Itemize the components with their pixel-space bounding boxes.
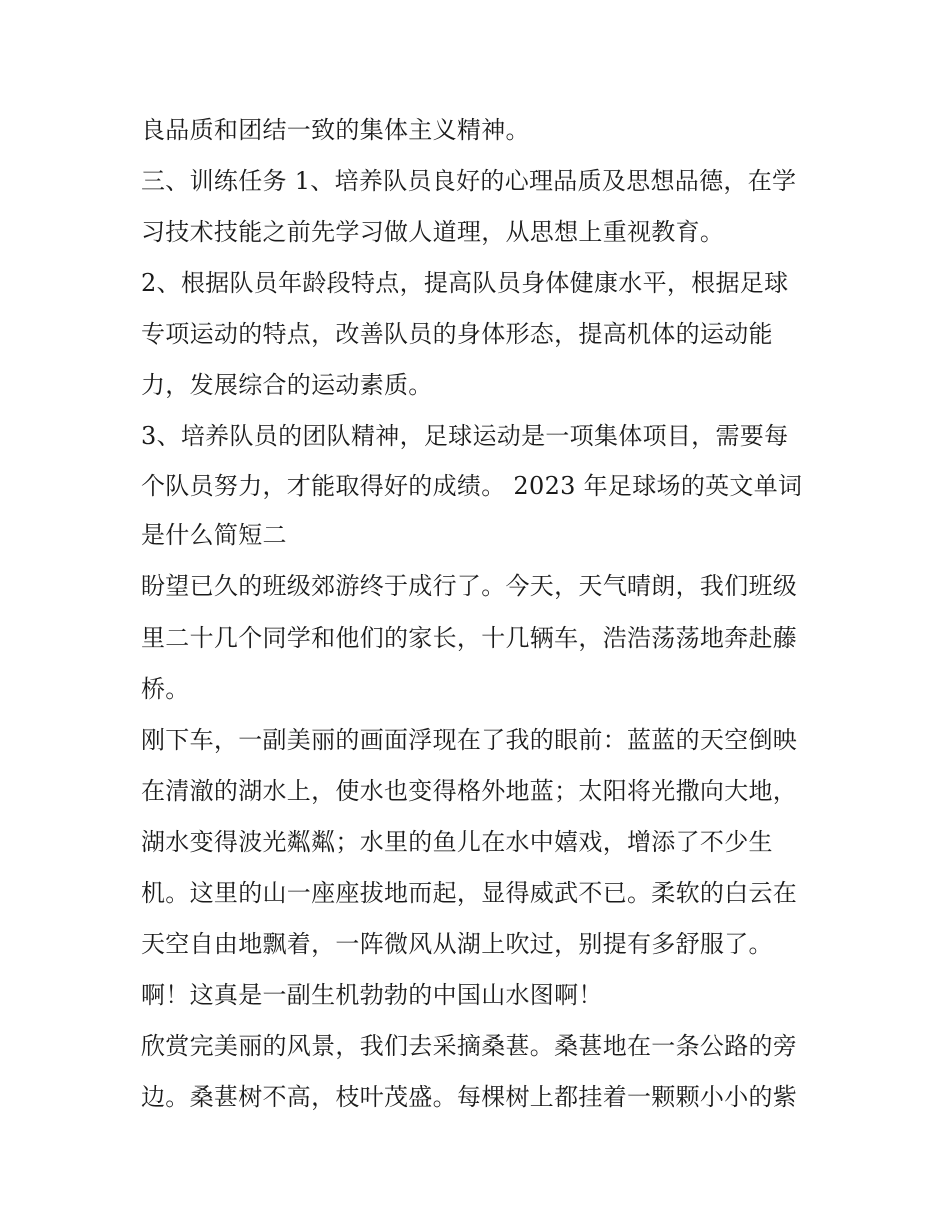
text-line: 习技术技能之前先学习做人道理，从思想上重视教育。 [141, 218, 725, 246]
text-line: 啊！这真是一副生机勃勃的中国山水图啊！ [141, 981, 603, 1009]
text-line: 3、培养队员的团队精神，足球运动是一项集体项目，需要每 [141, 422, 789, 450]
text-line: 盼望已久的班级郊游终于成行了。今天，天气晴朗，我们班级 [141, 572, 798, 600]
text-line: 桥。 [141, 675, 190, 703]
text-line: 湖水变得波光粼粼；水里的鱼儿在水中嬉戏，增添了不少生 [141, 828, 773, 856]
text-line: 良品质和团结一致的集体主义精神。 [141, 116, 530, 144]
text-line: 三、训练任务 1、培养队员良好的心理品质及思想品德，在学 [141, 167, 797, 195]
text-line: 刚下车，一副美丽的画面浮现在了我的眼前：蓝蓝的天空倒映 [141, 726, 798, 754]
text-line: 个队员努力，才能取得好的成绩。 2023 年足球场的英文单词 [141, 472, 803, 500]
text-line: 专项运动的特点，改善队员的身体形态，提高机体的运动能 [141, 320, 773, 348]
text-line: 欣赏完美丽的风景，我们去采摘桑葚。桑葚地在一条公路的旁 [141, 1032, 798, 1060]
text-line: 里二十几个同学和他们的家长，十几辆车，浩浩荡荡地奔赴藤 [141, 624, 798, 652]
text-line: 在清澈的湖水上，使水也变得格外地蓝；太阳将光撒向大地， [141, 777, 798, 805]
text-line: 是什么简短二 [141, 521, 287, 549]
text-line: 机。这里的山一座座拔地而起，显得威武不已。柔软的白云在 [141, 879, 798, 907]
text-line: 边。桑葚树不高，枝叶茂盛。每棵树上都挂着一颗颗小小的紫 [141, 1083, 798, 1111]
text-line: 天空自由地飘着，一阵微风从湖上吹过，别提有多舒服了。 [141, 930, 773, 958]
text-line: 2、根据队员年龄段特点，提高队员身体健康水平，根据足球 [141, 269, 789, 297]
text-line: 力，发展综合的运动素质。 [141, 371, 433, 399]
